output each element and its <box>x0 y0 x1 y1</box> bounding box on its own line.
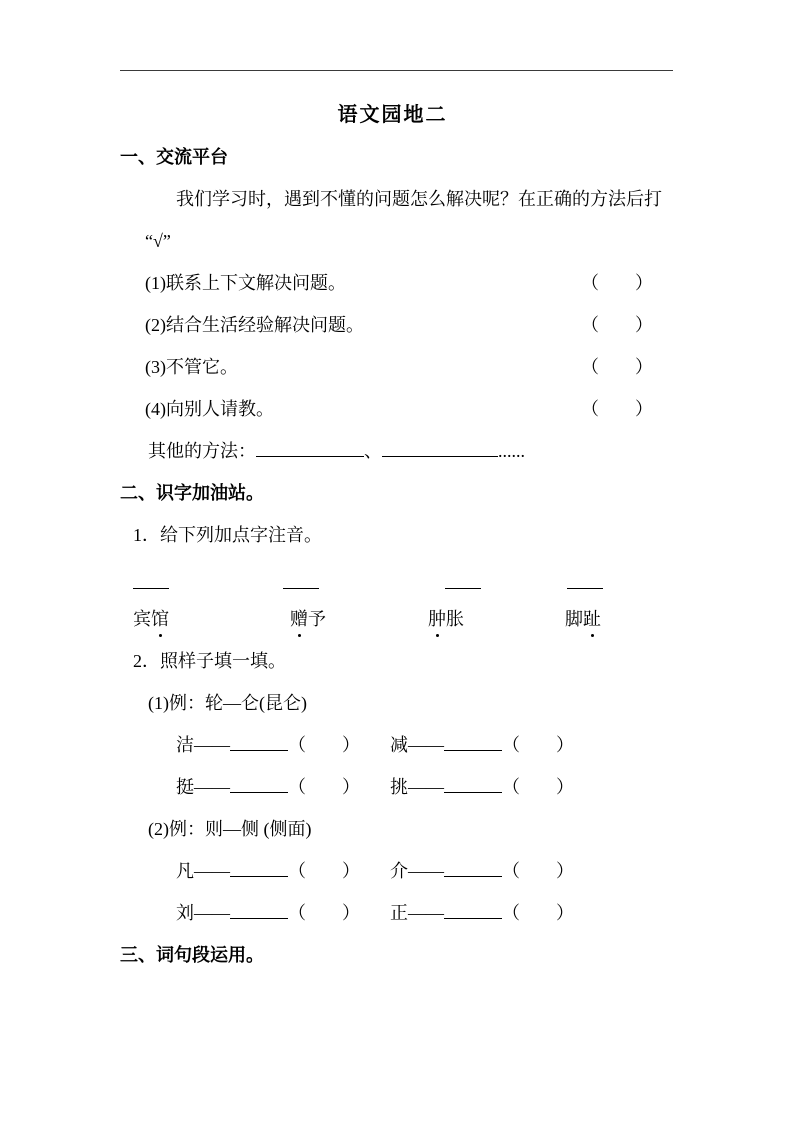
fill-dash: —— <box>408 861 444 881</box>
item-text: (1)联系上下文解决问题。 <box>145 273 346 293</box>
item-bracket: （ ） <box>581 399 653 419</box>
fill-blank-line <box>444 776 502 793</box>
fill-item <box>176 766 390 808</box>
fill-blank-line <box>230 734 288 751</box>
other-methods-separator: 、 <box>364 441 382 461</box>
fill-bracket: （ ） <box>502 903 574 923</box>
fill-bracket: （ ） <box>502 861 574 881</box>
word-char-dotted: 肿 <box>428 609 446 629</box>
section1-intro-line2: “√” <box>145 231 171 251</box>
fill-row <box>120 766 665 808</box>
fill-dash: —— <box>408 903 444 923</box>
fill-char: 正 <box>390 903 408 923</box>
fill-dash: —— <box>194 861 230 881</box>
fill-blank-line <box>230 860 288 877</box>
fill-bracket: （ ） <box>288 861 360 881</box>
fill-item <box>390 850 604 892</box>
worksheet-content <box>120 94 665 976</box>
question2-label: 2．照样子填一填。 <box>133 651 286 671</box>
fill-row <box>120 850 665 892</box>
word-char: 胀 <box>446 609 464 629</box>
pinyin-blank-line <box>283 588 319 589</box>
fill-bracket: （ ） <box>288 777 360 797</box>
fill-blank-line <box>230 776 288 793</box>
fill-dash: —— <box>408 777 444 797</box>
word-zengyu <box>290 598 326 640</box>
item-text: (3)不管它。 <box>145 357 238 377</box>
word-binguan <box>133 598 169 640</box>
word-zhongzhang <box>428 598 464 640</box>
checklist-item-4 <box>120 388 653 430</box>
fill-blank-line <box>444 902 502 919</box>
other-methods-label: 其他的方法： <box>148 441 256 461</box>
fill-row <box>120 892 665 934</box>
fill-bracket: （ ） <box>502 735 574 755</box>
other-methods-ellipsis: ...... <box>498 441 525 461</box>
section1-heading: 一、交流平台 <box>120 147 228 167</box>
fill-char: 凡 <box>176 861 194 881</box>
fill-item <box>176 892 390 934</box>
pinyin-blank-line <box>445 588 481 589</box>
section2-heading: 二、识字加油站。 <box>120 483 264 503</box>
pinyin-blank-line <box>133 588 169 589</box>
fill-item <box>390 892 604 934</box>
item-text: (2)结合生活经验解决问题。 <box>145 315 364 335</box>
fill-blank-line <box>230 902 288 919</box>
fill-bracket: （ ） <box>288 903 360 923</box>
section1-intro-line1: 我们学习时，遇到不懂的问题怎么解决呢？在正确的方法后打 <box>176 189 662 209</box>
word-char-dotted: 趾 <box>583 609 601 629</box>
word-char: 予 <box>308 609 326 629</box>
fill-char: 介 <box>390 861 408 881</box>
pinyin-blank-line <box>567 588 603 589</box>
fill-char: 洁 <box>176 735 194 755</box>
part1-example: (1)例：轮—仑(昆仑) <box>148 693 307 713</box>
fill-row <box>120 724 665 766</box>
fill-blank-line <box>444 860 502 877</box>
other-methods-blank-1 <box>256 440 364 457</box>
word-char: 脚 <box>565 609 583 629</box>
fill-item <box>390 724 604 766</box>
fill-item <box>176 724 390 766</box>
item-text: (4)向别人请教。 <box>145 399 274 419</box>
page-title: 语文园地二 <box>337 104 448 126</box>
word-char-dotted: 赠 <box>290 609 308 629</box>
other-methods-blank-2 <box>382 440 498 457</box>
checklist-item-1 <box>120 262 653 304</box>
fill-char: 挑 <box>390 777 408 797</box>
section3-heading: 三、词句段运用。 <box>120 945 264 965</box>
fill-item <box>390 766 604 808</box>
dotted-words-row <box>120 598 665 640</box>
item-bracket: （ ） <box>581 315 653 335</box>
word-char-dotted: 馆 <box>151 609 169 629</box>
fill-bracket: （ ） <box>288 735 360 755</box>
top-divider <box>120 70 673 71</box>
question1-label: 1．给下列加点字注音。 <box>133 525 322 545</box>
fill-dash: —— <box>194 777 230 797</box>
fill-dash: —— <box>194 903 230 923</box>
fill-char: 减 <box>390 735 408 755</box>
fill-blank-line <box>444 734 502 751</box>
item-bracket: （ ） <box>581 273 653 293</box>
word-char: 宾 <box>133 609 151 629</box>
fill-dash: —— <box>194 735 230 755</box>
other-methods-row <box>120 430 665 472</box>
pinyin-blanks-row <box>120 556 665 598</box>
item-bracket: （ ） <box>581 357 653 377</box>
checklist-item-3 <box>120 346 653 388</box>
checklist-item-2 <box>120 304 653 346</box>
fill-dash: —— <box>408 735 444 755</box>
fill-item <box>176 850 390 892</box>
part2-example: (2)例：则—侧 (侧面) <box>148 819 312 839</box>
fill-bracket: （ ） <box>502 777 574 797</box>
fill-char: 挺 <box>176 777 194 797</box>
fill-char: 刘 <box>176 903 194 923</box>
word-jiaozhi <box>565 598 601 640</box>
